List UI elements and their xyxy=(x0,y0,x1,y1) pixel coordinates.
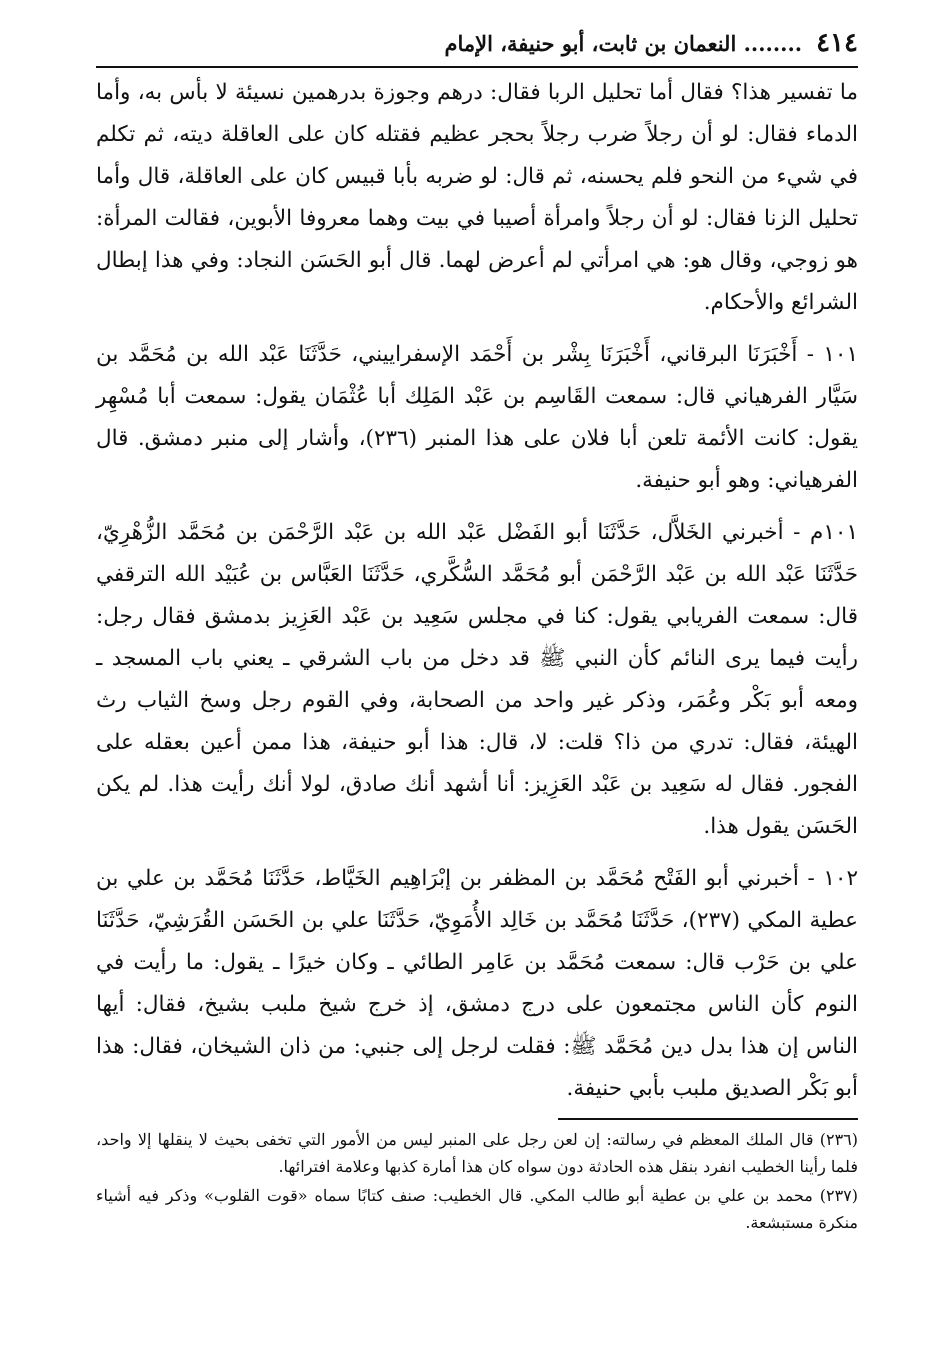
running-title-text: النعمان بن ثابت، أبو حنيفة، الإمام xyxy=(444,31,737,56)
header-dots: ........ xyxy=(743,31,803,56)
paragraph-101: ١٠١ - أَخْبَرَنَا البرقاني، أَخْبَرَنَا بِشْر بن أَحْمَد الإسفراييني، حَدَّثَنَا عَبْد الله بن مُحَمَّد بن سَيَّار الفرهياني قال: سمعت القَاسِم بن عَبْد المَلِك أبا عُثْمَان يقول: سمعت أبا مُسْهِر يقول: كانت الأئمة تلعن أبا فلان على هذا المنبر (٢٣٦)، وأشار إلى منبر دمشق. قال الفرهياني: وهو أبو حنيفة. xyxy=(96,342,858,493)
footnote-237: (٢٣٧) محمد بن علي بن عطية أبو طالب المكي. قال الخطيب: صنف كتابًا سماه «قوت القلوب» وذكر فيه أشياء منكرة مستبشعة. xyxy=(96,1186,858,1232)
main-text xyxy=(96,72,858,1110)
page-number: ٤١٤ xyxy=(816,28,858,58)
running-title xyxy=(96,31,802,56)
paragraph-continuation: ما تفسير هذا؟ فقال أما تحليل الربا فقال: درهم وجوزة بدرهمين نسيئة لا بأس به، وأما الدماء فقال: لو أن رجلاً ضرب رجلاً بحجر عظيم فقتله كان على العاقلة ديته، ثم تكلم في شيء من النحو فلم يحسنه، ثم قال: لو ضربه بأبا قبيس كان على العاقلة، قال وأما تحليل الزنا فقال: لو أن رجلاً وامرأة أصيبا في بيت وهما معروفا الأبوين، فقالت المرأة: هو زوجي، وقال هو: هي امرأتي لم أعرض لهما. قال أبو الحَسَن النجاد: وفي هذا إبطال الشرائع والأحكام. xyxy=(96,80,858,315)
paragraph-101m: ١٠١م - أخبرني الخَلاَّل، حَدَّثَنَا أبو الفَضْل عَبْد الله بن عَبْد الرَّحْمَن بن مُحَمَّد الزُّهْرِيّ، حَدَّثَنَا عَبْد الله بن عَبْد الرَّحْمَن أبو مُحَمَّد السُّكَّري، حَدَّثَنَا العَبَّاس بن عُبَيْد الله الترقفي قال: سمعت الفريابي يقول: كنا في مجلس سَعِيد بن عَبْد العَزِيز بدمشق فقال رجل: رأيت فيما يرى النائم كأن النبي ﷺ قد دخل من باب الشرقي ـ يعني باب المسجد ـ ومعه أبو بَكْر وعُمَر، وذكر غير واحد من الصحابة، وفي القوم رجل وسخ الثياب رث الهيئة، فقال: تدري من ذا؟ قلت: لا، قال: هذا أبو حنيفة، هذا ممن أعين بعقله على الفجور. فقال له سَعِيد بن عَبْد العَزِيز: أنا أشهد أنك صادق، لولا أنك رأيت هذا. لم يكن الحَسَن يقول هذا. xyxy=(96,520,858,839)
footnotes xyxy=(96,1126,858,1236)
page-header xyxy=(96,28,858,68)
footnote-separator xyxy=(558,1118,858,1120)
footnote-236: (٢٣٦) قال الملك المعظم في رسالته: إن لعن رجل على المنبر ليس من الأمور التي تخفى بحيث لا ينقلها إلا واحد، فلما رأينا الخطيب انفرد بنقل هذه الحادثة دون سواه كان هذا أمارة كذبها وعلامة افترائها. xyxy=(96,1130,858,1176)
paragraph-102: ١٠٢ - أخبرني أبو الفَتْح مُحَمَّد بن المظفر بن إبْرَاهِيم الخَيَّاط، حَدَّثَنَا مُحَمَّد بن علي بن عطية المكي (٢٣٧)، حَدَّثَنَا مُحَمَّد بن خَالِد الأُمَوِيّ، حَدَّثَنَا علي بن الحَسَن القُرَشِيّ، حَدَّثَنَا علي بن حَرْب قال: سمعت مُحَمَّد بن عَامِر الطائي ـ وكان خيرًا ـ يقول: ما رأيت في النوم كأن الناس مجتمعون على درج دمشق، إذ خرج شيخ ملبب بشيخ، فقال: أيها الناس إن هذا بدل دين مُحَمَّد ﷺ: فقلت لرجل إلى جنبي: من ذان الشيخان، فقال: هذا أبو بَكْر الصديق ملبب بأبي حنيفة. xyxy=(96,866,858,1101)
